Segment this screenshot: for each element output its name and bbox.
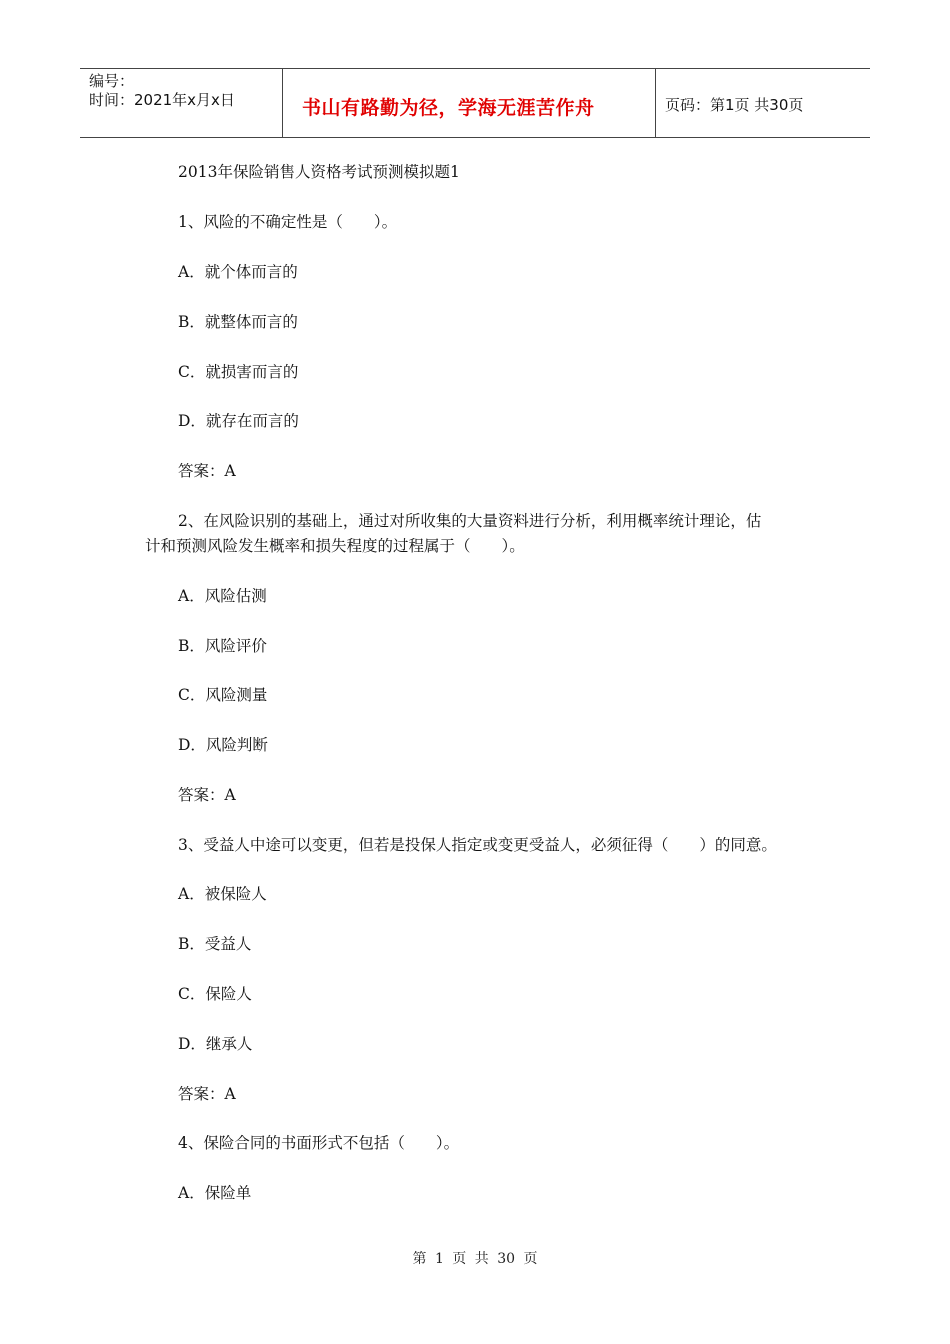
answer-option: A．保险单 (178, 1184, 252, 1202)
answer-option: C．风险测量 (178, 686, 268, 704)
answer-option: B．受益人 (178, 935, 252, 953)
answer-option: C．保险人 (178, 985, 252, 1003)
header-page-info: 页码：第1页 共30页 (665, 96, 804, 114)
answer-option: D．继承人 (178, 1035, 253, 1053)
question-answer: 答案：A (178, 1085, 236, 1103)
answer-option: D．就存在而言的 (178, 412, 299, 430)
question-stem: 3、受益人中途可以变更，但若是投保人指定或变更受益人，必须征得（ ）的同意。 (178, 836, 777, 854)
header-table (80, 68, 870, 138)
question-stem: 4、保险合同的书面形式不包括（ ）。 (178, 1134, 460, 1152)
header-page-cell (655, 69, 870, 137)
answer-option: A．风险估测 (178, 587, 267, 605)
answer-option: C．就损害而言的 (178, 363, 299, 381)
page-footer: 第 1 页 共 30 页 (412, 1251, 538, 1267)
answer-option: D．风险判断 (178, 736, 268, 754)
question-answer: 答案：A (178, 786, 236, 804)
answer-option: A．被保险人 (178, 885, 267, 903)
header-slogan: 书山有路勤为径，学海无涯苦作舟 (302, 97, 595, 119)
question-stem: 2、在风险识别的基础上，通过对所收集的大量资料进行分析，利用概率统计理论，估 (178, 512, 762, 530)
question-stem-continued: 计和预测风险发生概率和损失程度的过程属于（ ）。 (145, 537, 525, 555)
document-number-label: 编号： (89, 72, 135, 90)
document-title: 2013年保险销售人资格考试预测模拟题1 (178, 163, 460, 181)
answer-option: A．就个体而言的 (178, 263, 298, 281)
answer-option: B．风险评价 (178, 637, 267, 655)
document-date-label: 时间：2021年x月x日 (89, 91, 235, 109)
question-stem: 1、风险的不确定性是（ ）。 (178, 213, 398, 231)
question-answer: 答案：A (178, 462, 236, 480)
header-meta-cell (80, 69, 283, 137)
answer-option: B．就整体而言的 (178, 313, 298, 331)
header-slogan-cell (282, 69, 656, 137)
